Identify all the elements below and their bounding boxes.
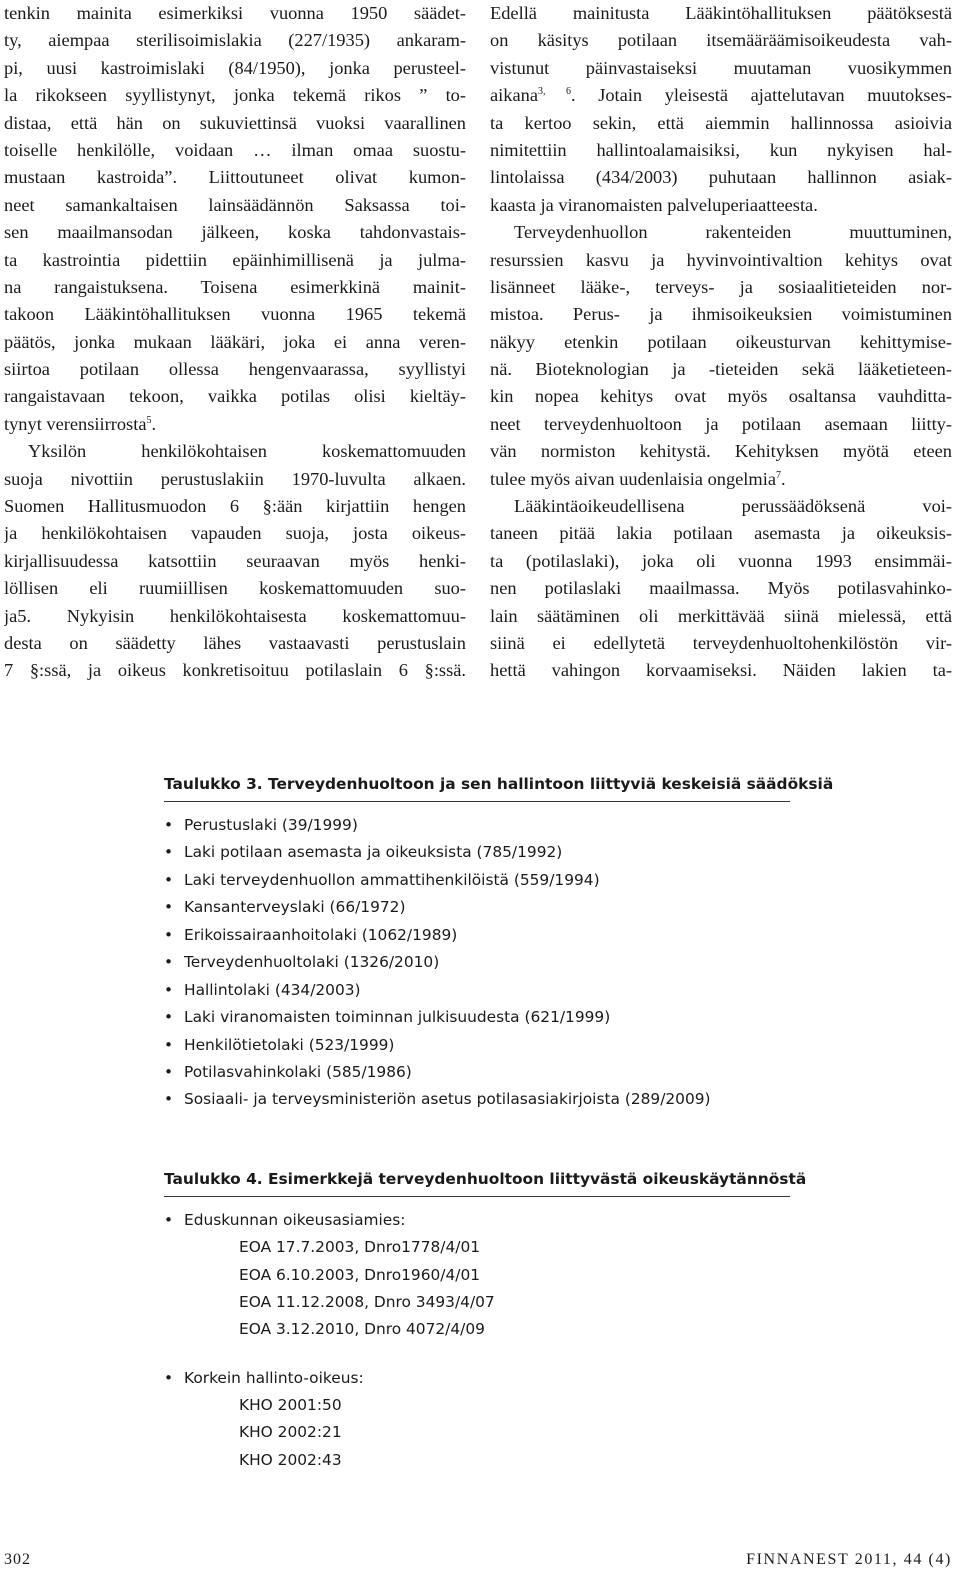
list-subitem: KHO 2001:50 <box>239 1396 342 1415</box>
text-line: ja henkilökohtaisen vapauden suoja, josta oikeus- <box>4 523 466 544</box>
text-line: vän normiston kehitystä. Kehityksen myötä eteen <box>490 441 952 462</box>
text-line: neet samankaltaisen lainsäädännön Saksassa toi- <box>4 194 466 215</box>
text-fragment: aikana <box>490 85 538 106</box>
text-line: mustaan kastroida”. Liittoutuneet olivat kumon- <box>4 167 466 188</box>
text-line: distaa, että hän on sukuviettinsä vuoksi vaarallinen <box>4 112 466 133</box>
text-line: löllisen eli ruumiillisen koskemattomuuden suo- <box>4 578 466 599</box>
text-line: desta on säädetty lähes vastaavasti perustuslain <box>4 632 466 653</box>
footnote-ref: 5 <box>146 414 152 426</box>
text-line: ta kastrointia pidettiin epäinhimillisenä ja julma- <box>4 249 466 270</box>
list-item: • Laki potilaan asemasta ja oikeuksista (785/1992) <box>164 839 711 866</box>
text-line: kirjallisuudessa katsottiin seuraavan myös henki- <box>4 550 466 571</box>
text-fragment: . <box>151 413 157 434</box>
page-number: 302 <box>4 1551 31 1568</box>
text-line: taneen pitää lakia potilaan asemasta ja oikeuksis- <box>490 523 952 544</box>
list-subitem: KHO 2002:43 <box>239 1450 342 1469</box>
footnote-ref: 3, 6 <box>538 86 571 98</box>
text-line: on käsitys potilaan itsemääräämisoikeudesta vah- <box>490 30 952 51</box>
text-line: näkyy etenkin potilaan oikeusturvan kehittymise- <box>490 331 952 352</box>
list-item: • Henkilötietolaki (523/1999) <box>164 1032 711 1059</box>
text-line <box>4 411 466 438</box>
list-item: • Perustuslaki (39/1999) <box>164 812 711 839</box>
list-subitem: KHO 2002:21 <box>239 1423 342 1442</box>
text-line: siirtoa potilaan ollessa hengenvaarassa, syyllistyi <box>4 359 466 380</box>
text-fragment: . Jotain yleisestä ajattelutavan muutokses- <box>571 85 952 106</box>
text-line: vistunut päinvastaiseksi muutaman vuosikymmen <box>490 57 952 78</box>
text-line: mistoa. Perus- ja ihmisoikeuksien voimistuminen <box>490 304 952 325</box>
text-line: lisänneet lääke-, terveys- ja sosiaalitieteiden nor- <box>490 276 952 297</box>
text-line: lain säätäminen oli merkittävää siinä mielessä, että <box>490 605 952 626</box>
text-line: rangaistavaan tekoon, vaikka potilas olisi kieltäy- <box>4 386 466 407</box>
text-line: Suomen Hallitusmuodon 6 §:ään kirjattiin hengen <box>4 496 466 517</box>
text-fragment: . <box>781 468 786 489</box>
list-item: • Sosiaali- ja terveysministeriön asetus potilasasiakirjoista (289/2009) <box>164 1086 711 1113</box>
table3-list <box>164 812 711 1114</box>
list-item: • Laki terveydenhuollon ammattihenkilöistä (559/1994) <box>164 867 711 894</box>
text-line: takoon Lääkintöhallituksen vuonna 1965 tekemä <box>4 304 466 325</box>
text-line: toiselle henkilölle, voidaan … ilman omaa suostu- <box>4 139 466 160</box>
text-line: suoja nivottiin perustuslakiin 1970-luvulta alkaen. <box>4 468 466 489</box>
list-item: • Hallintolaki (434/2003) <box>164 977 711 1004</box>
text-line: hettä vahingon korvaamiseksi. Näiden lakien ta- <box>490 660 952 681</box>
list-subitem: EOA 11.12.2008, Dnro 3493/4/07 <box>239 1293 495 1312</box>
text-line: nimitettiin hallintoalamaisiksi, kun nykyisen hal- <box>490 139 952 160</box>
list-item: • Laki viranomaisten toiminnan julkisuudesta (621/1999) <box>164 1004 711 1031</box>
text-line: nen potilaslaki maailmassa. Myös potilasvahinko- <box>490 578 952 599</box>
text-line: ja5. Nykyisin henkilökohtaisesta koskemattomuu- <box>4 605 466 626</box>
list-subitem: EOA 17.7.2003, Dnro1778/4/01 <box>239 1238 481 1257</box>
list-item: • Korkein hallinto-oikeus: <box>164 1365 495 1392</box>
table3-label: Taulukko 3. <box>164 775 263 793</box>
list-subitem: EOA 3.12.2010, Dnro 4072/4/09 <box>239 1320 485 1339</box>
footnote-ref: 7 <box>776 469 781 481</box>
text-line: Lääkintäoikeudellisena perussäädöksenä voi- <box>514 496 952 517</box>
text-line: ta kertoo sekin, että aiemmin hallinnossa asioivia <box>490 112 952 133</box>
text-line: päätös, jonka mukaan lääkäri, joka ei anna veren- <box>4 331 466 352</box>
table3-title-row <box>164 773 833 795</box>
journal-citation: FINNANEST 2011, 44 (4) <box>746 1551 952 1568</box>
list-item: • Eduskunnan oikeusasiamies: <box>164 1207 495 1234</box>
text-line: Yksilön henkilökohtaisen koskemattomuuden <box>28 441 466 462</box>
left-text-column <box>4 0 466 685</box>
text-line: kaasta ja viranomaisten palveluperiaatteesta. <box>490 194 818 215</box>
list-item: • Potilasvahinkolaki (585/1986) <box>164 1059 711 1086</box>
table3-caption <box>164 773 833 795</box>
list-item: • Erikoissairaanhoitolaki (1062/1989) <box>164 922 711 949</box>
text-line <box>490 466 952 493</box>
text-line: na rangaistuksena. Toisena esimerkkinä mainit- <box>4 276 466 297</box>
text-line: kin nopea kehitys ovat myös osaltansa vauhditta- <box>490 386 952 407</box>
table3-title: Terveydenhuoltoon ja sen hallintoon liittyviä keskeisiä säädöksiä <box>268 775 834 793</box>
spacer <box>164 1344 495 1365</box>
text-line: la rikokseen syyllistynyt, jonka tekemä rikos ” to- <box>4 85 466 106</box>
list-subitem: EOA 6.10.2003, Dnro1960/4/01 <box>239 1265 481 1284</box>
list-item: • Terveydenhuoltolaki (1326/2010) <box>164 949 711 976</box>
text-line: siinä ei edellytetä terveydenhuoltohenkilöstön vir- <box>490 632 952 653</box>
table3-rule <box>164 801 790 802</box>
table4-title-row <box>164 1168 806 1190</box>
text-line <box>490 82 952 109</box>
right-text-column <box>490 0 952 685</box>
text-line: ty, aiempaa sterilisoimislakia (227/1935) ankaram- <box>4 30 466 51</box>
text-line: Terveydenhuollon rakenteiden muuttuminen, <box>514 222 952 243</box>
text-line: 7 §:ssä, ja oikeus konkretisoituu potilaslain 6 §:ssä. <box>4 660 466 681</box>
text-line: resurssien kasvu ja hyvinvointivaltion kehitys ovat <box>490 249 952 270</box>
table4-caption <box>164 1168 806 1190</box>
text-line: neet terveydenhuoltoon ja potilaan asemaan liitty- <box>490 413 952 434</box>
text-line: Edellä mainitusta Lääkintöhallituksen päätöksestä <box>490 3 952 23</box>
text-line: lintolaissa (434/2003) puhutaan hallinnon asiak- <box>490 167 952 188</box>
list-item: • Kansanterveyslaki (66/1972) <box>164 894 711 921</box>
text-fragment: tynyt verensiirrosta <box>4 413 147 434</box>
table4-title: Esimerkkejä terveydenhuoltoon liittyvästä oikeuskäytännöstä <box>268 1170 807 1188</box>
text-fragment: tulee myös aivan uudenlaisia ongelmia <box>490 468 776 489</box>
table4-list <box>164 1207 495 1474</box>
text-line: ta (potilaslaki), joka oli vuonna 1993 ensimmäi- <box>490 550 952 571</box>
text-line: sen maailmansodan jälkeen, koska tahdonvastais- <box>4 222 466 243</box>
table4-rule <box>164 1196 790 1197</box>
text-line: tenkin mainita esimerkiksi vuonna 1950 säädet- <box>4 3 466 23</box>
table4-label: Taulukko 4. <box>164 1170 263 1188</box>
text-line: nä. Bioteknologian ja -tieteiden sekä lääketieteen- <box>490 359 952 380</box>
text-line: pi, uusi kastroimislaki (84/1950), jonka perusteel- <box>4 57 466 78</box>
